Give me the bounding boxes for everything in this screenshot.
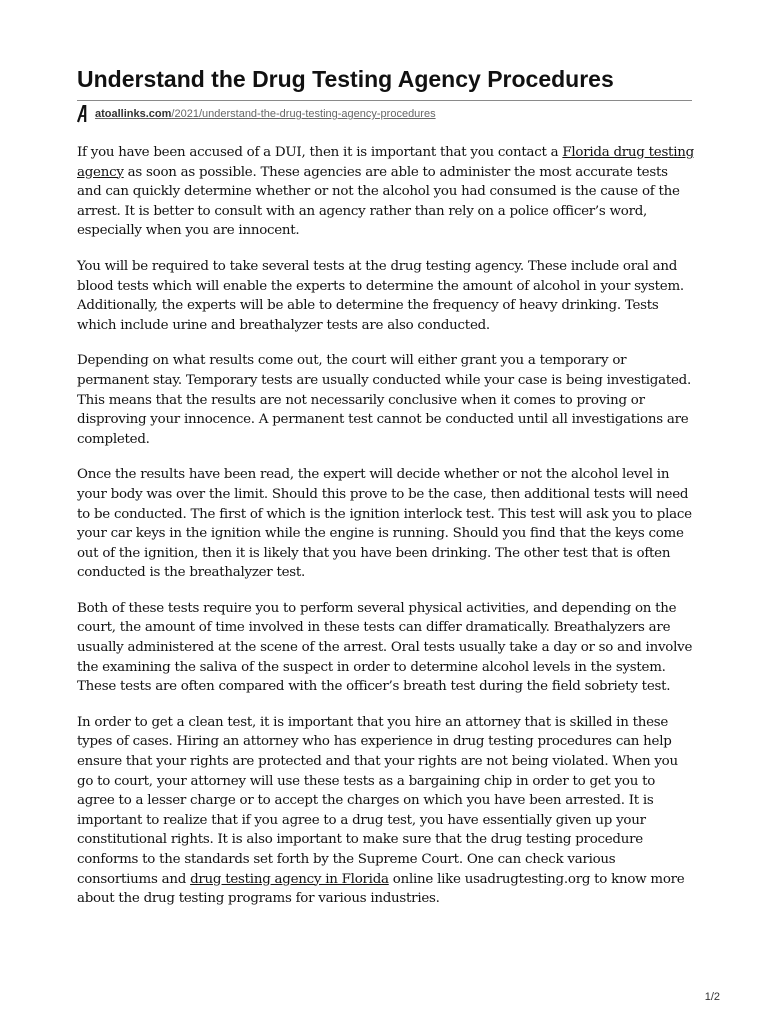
source-url-link[interactable] bbox=[95, 108, 436, 120]
paragraph-5: Both of these tests require you to perform several physical activities, and depending on the court, the amount of time involved in these tests can differ dramatically. Breathalyzers are usually administered at the scene of the arrest. Oral tests usually take a day or so and involve the examining the saliva of the suspect in order to determine alcohol levels in the system. These tests are often compared with the officer’s breath test during the field sobriety test. bbox=[77, 600, 693, 695]
source-line bbox=[77, 104, 436, 124]
article-title: Understand the Drug Testing Agency Procedures bbox=[77, 66, 614, 92]
paragraph-1-text-b: as soon as possible. These agencies are able to administer the most accurate tests and can quickly determine whether or not the alcohol you had consumed is the cause of the arrest. It is better to consult with an agency rather than rely on a police officer’s word, especially when you are innocent. bbox=[77, 164, 680, 239]
source-path: /2021/understand-the-drug-testing-agency-procedures bbox=[171, 108, 436, 120]
page-number: 1/2 bbox=[704, 991, 720, 1003]
drug-testing-agency-in-florida-link[interactable]: drug testing agency in Florida bbox=[190, 871, 389, 887]
paragraph-2: You will be required to take several tests at the drug testing agency. These include oral and blood tests which will enable the experts to determine the amount of alcohol in your system. Additionally, the experts will be able to determine the frequency of heavy drinking. Tests which include urine and breathalyzer tests are also conducted. bbox=[77, 258, 684, 333]
paragraph-6 bbox=[77, 713, 695, 909]
source-domain: atoallinks.com bbox=[95, 108, 172, 120]
paragraph-3: Depending on what results come out, the court will either grant you a temporary or permanent stay. Temporary tests are usually conducted while your case is being investigated. This means that the results are not necessarily conclusive when it comes to proving or disproving your innocence. A permanent test cannot be conducted until all investigations are completed. bbox=[77, 353, 691, 447]
paragraph-6-text-a: In order to get a clean test, it is important that you hire an attorney that is skilled in these types of cases. Hiring an attorney who has experience in drug testing procedures can help ensure that your rights are protected and that your rights are not being violated. When you go to court, your attorney will use these tests as a bargaining chip in order to get you to agree to a lesser charge or to accept the charges on which you have been arrested. It is important to realize that if you agree to a drug test, you have essentially given up your constitutional rights. It is also important to make sure that the drug testing procedure conforms to the standards set forth by the Supreme Court. One can check various consortiums and bbox=[77, 714, 678, 887]
article-body bbox=[77, 143, 695, 925]
title-divider bbox=[77, 100, 692, 101]
florida-drug-testing-agency-link[interactable]: Florida drug testing agency bbox=[77, 145, 694, 180]
paragraph-4: Once the results have been read, the expert will decide whether or not the alcohol level in your body was over the limit. Should this prove to be the case, then additional tests will need to be conducted. The first of which is the ignition interlock test. This test will ask you to place your car keys in the ignition while the engine is running. Should you find that the keys come out of the ignition, then it is likely that you have been drinking. The other test that is often conducted is the breathalyzer test. bbox=[77, 467, 692, 581]
paragraph-1 bbox=[77, 143, 695, 241]
site-logo-icon bbox=[77, 105, 89, 123]
paragraph-1-text-a: If you have been accused of a DUI, then it is important that you contact a bbox=[77, 145, 563, 160]
paragraph-6-text-b: online like usadrugtesting.org to know more about the drug testing programs for various industries. bbox=[77, 871, 685, 907]
